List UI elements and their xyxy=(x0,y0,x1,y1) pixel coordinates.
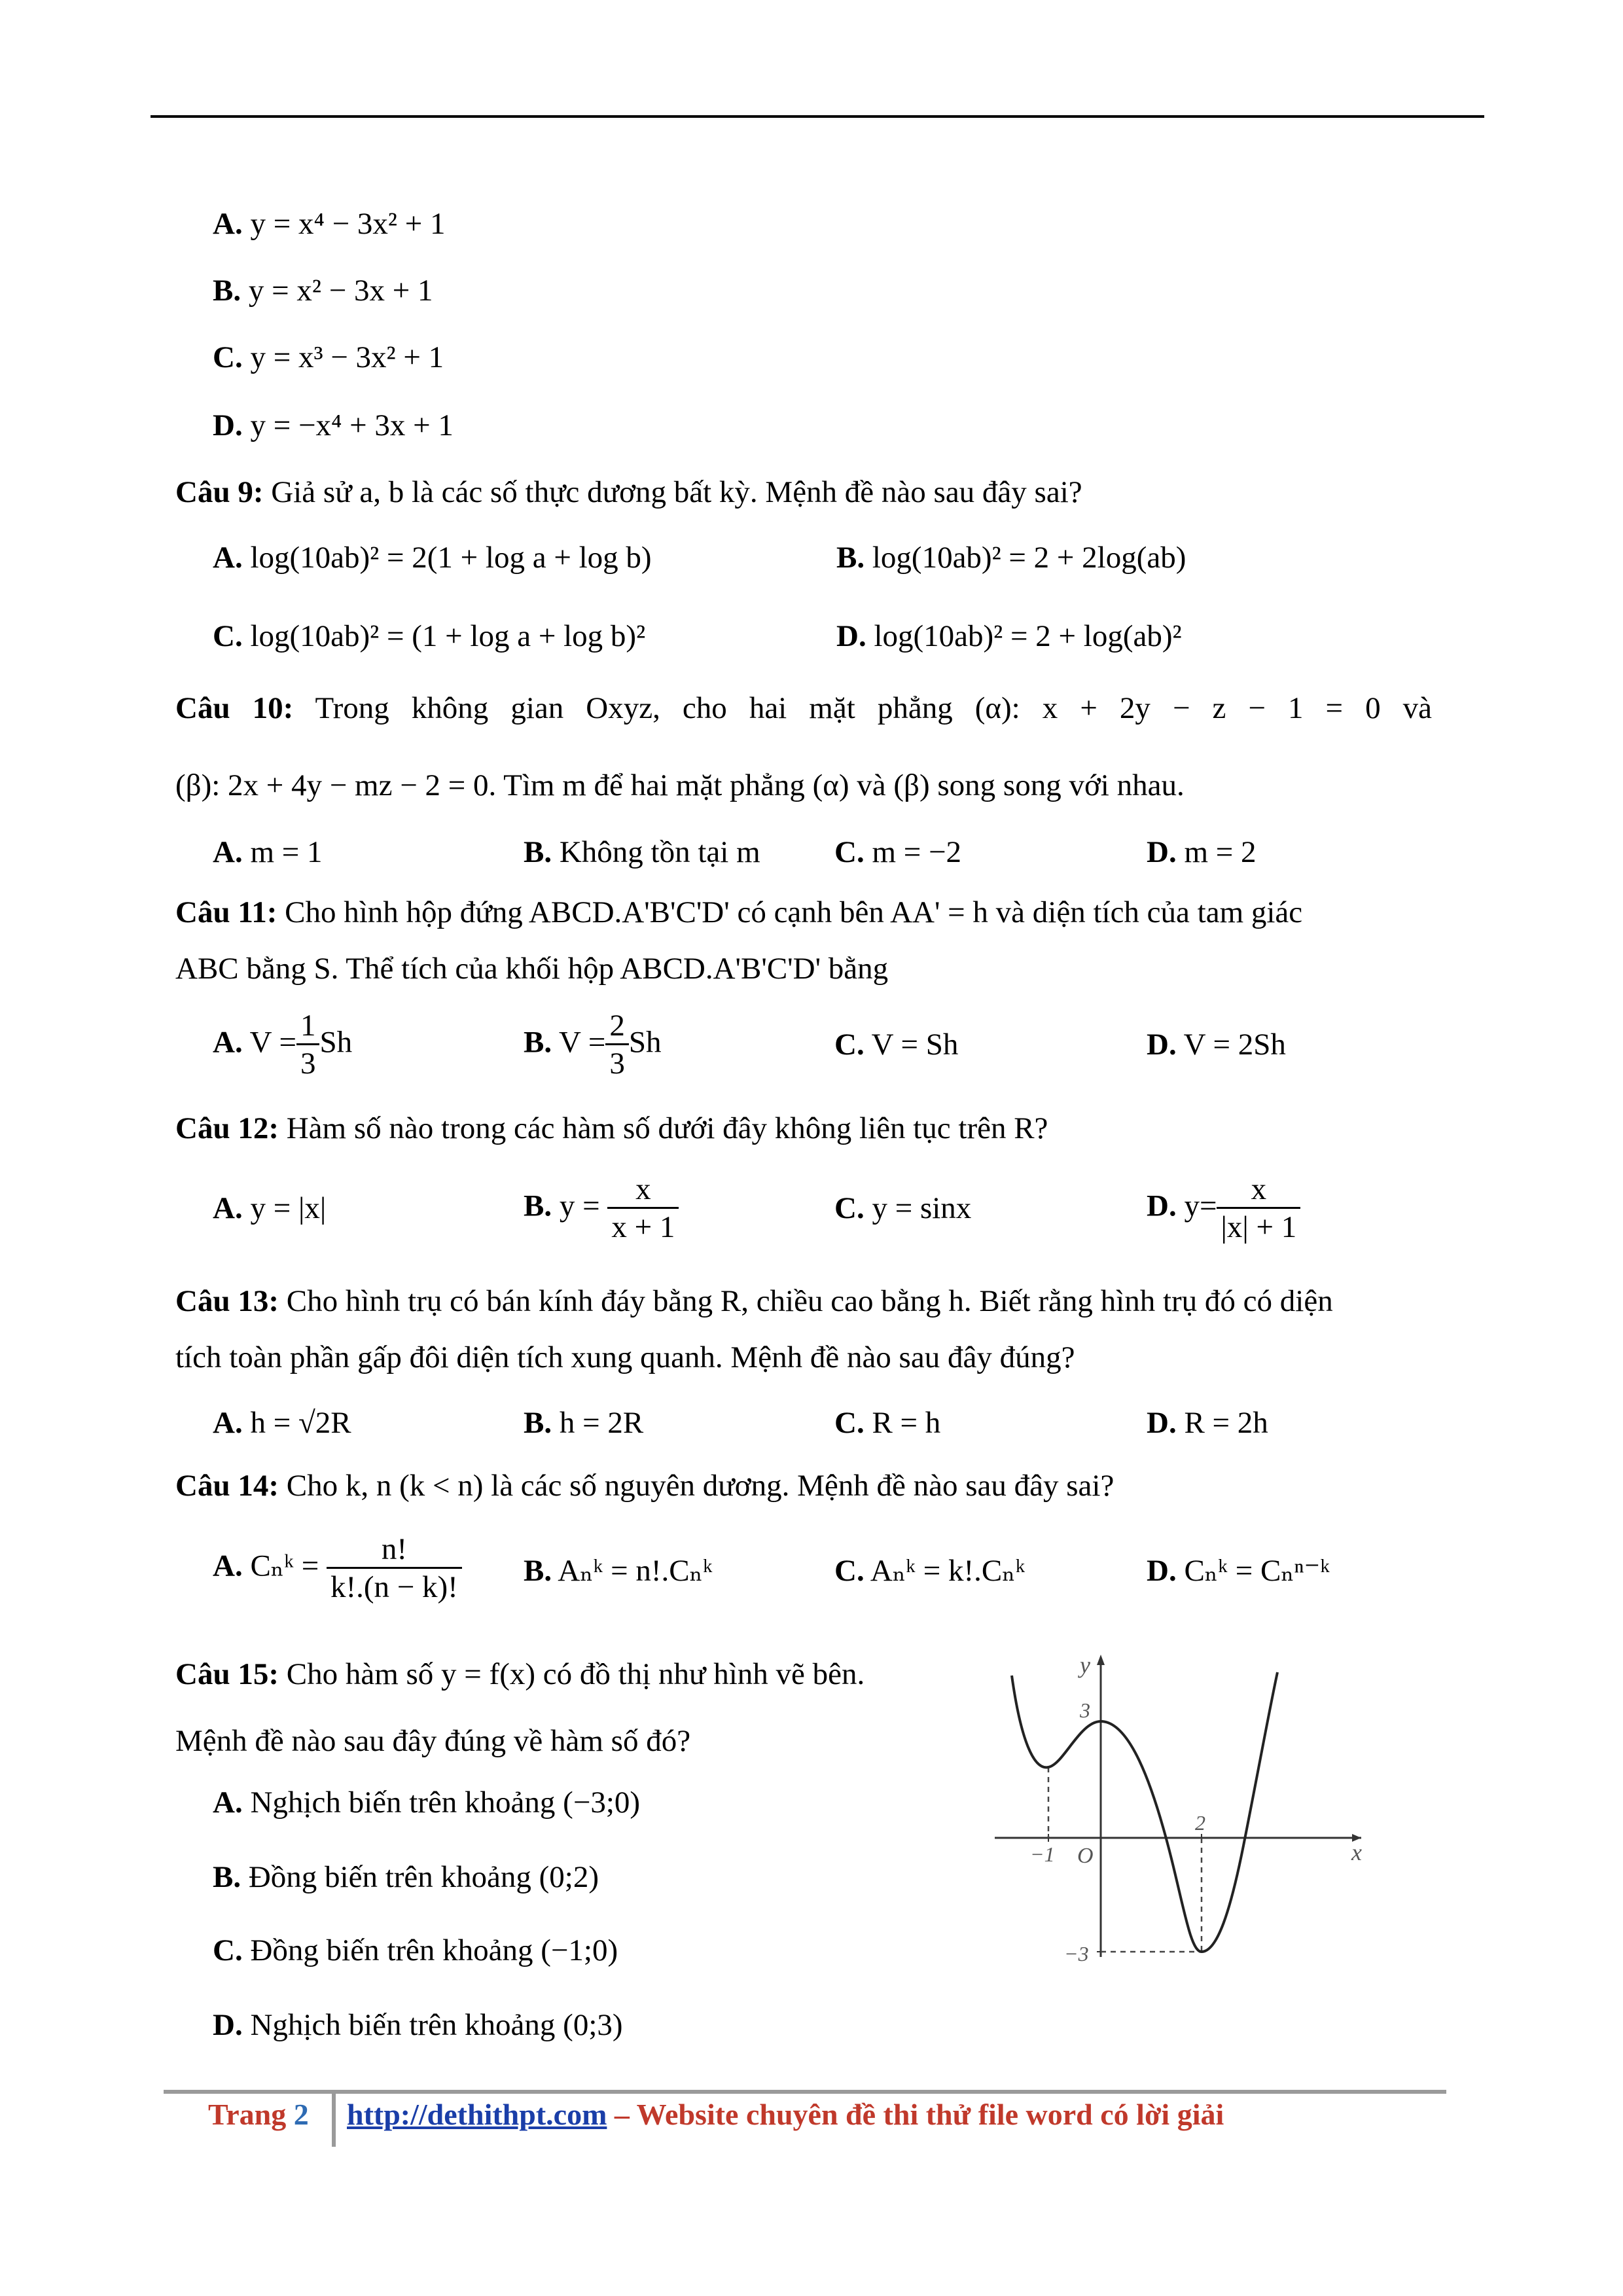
q9-option-b: B. log(10ab)² = 2 + 2log(ab) xyxy=(836,541,1186,575)
x-left-label: −1 xyxy=(1030,1842,1055,1866)
q9-option-a: A. log(10ab)² = 2(1 + log a + log b) xyxy=(213,541,652,575)
q13-option-b: B. h = 2R xyxy=(524,1406,644,1440)
q10-stem-line2: (β): 2x + 4y − mz − 2 = 0. Tìm m để hai mặt phẳng (α) và (β) song song với nhau. xyxy=(175,768,1185,802)
q14-option-b: B. Aₙᵏ = n!.Cₙᵏ xyxy=(524,1554,713,1588)
q12-option-c: C. y = sinx xyxy=(834,1191,972,1225)
q13-option-a: A. h = √2R xyxy=(213,1406,351,1440)
q12-option-d: D. y= $\frac{x}{|x| + 1}$ xyxy=(1147,1172,1300,1246)
top-rule xyxy=(151,115,1484,118)
q15-option-a: A. Nghịch biến trên khoảng (−3;0) xyxy=(213,1785,641,1820)
y-axis-arrow-icon xyxy=(1097,1655,1105,1665)
fraction: $\frac{x}{x + 1}$ xyxy=(607,1172,679,1246)
q10-option-b: B. Không tồn tại m xyxy=(524,835,760,869)
footer-link[interactable]: http://dethithpt.com xyxy=(347,2098,607,2131)
q14-option-c: C. Aₙᵏ = k!.Cₙᵏ xyxy=(834,1554,1026,1588)
q8-option-c: C. y = x³ − 3x² + 1 xyxy=(213,340,444,374)
q10-stem-line1: Câu 10: Trong không gian Oxyz, cho hai mặt phẳng (α): x + 2y − z − 1 = 0 và xyxy=(175,691,1433,725)
q14-option-d: D. Cₙᵏ = Cₙⁿ⁻ᵏ xyxy=(1147,1554,1330,1588)
q14-option-a: A. Cₙᵏ = $\frac{n!}{k!.(n - k)!}$ xyxy=(213,1532,462,1605)
q12-option-b: B. y = $\frac{x}{x + 1}$ xyxy=(524,1172,679,1246)
q15-function-graph xyxy=(982,1649,1374,1970)
q11-stem-line2: ABC bằng S. Thể tích của khối hộp ABCD.A'B'C'D' bằng xyxy=(175,952,889,986)
footer-website: http://dethithpt.com – Website chuyên đề thi thử file word có lời giải xyxy=(347,2098,1224,2131)
footer-divider xyxy=(332,2092,336,2147)
x-right-label: 2 xyxy=(1195,1811,1205,1835)
q11-option-d: D. V = 2Sh xyxy=(1147,1028,1286,1062)
q15-option-c: C. Đồng biến trên khoảng (−1;0) xyxy=(213,1933,618,1967)
q8-option-d: D. y = −x⁴ + 3x + 1 xyxy=(213,408,454,442)
function-curve xyxy=(1012,1672,1277,1952)
origin-label: O xyxy=(1077,1844,1094,1868)
q15-stem-line1: Câu 15: Cho hàm số y = f(x) có đồ thị như hình vẽ bên. xyxy=(175,1657,865,1691)
fraction: $\frac{x}{|x| + 1}$ xyxy=(1217,1172,1300,1246)
q11-option-a: A. V = $\frac{1}{3}$ Sh xyxy=(213,1009,353,1081)
q9-option-c: C. log(10ab)² = (1 + log a + log b)² xyxy=(213,619,646,653)
q10-option-c: C. m = −2 xyxy=(834,835,962,869)
q11-option-b: B. V = $\frac{2}{3}$ Sh xyxy=(524,1009,662,1081)
q8-option-a: A. y = x⁴ − 3x² + 1 xyxy=(213,207,446,241)
q13-option-d: D. R = 2h xyxy=(1147,1406,1268,1440)
fraction: $\frac{n!}{k!.(n - k)!}$ xyxy=(327,1532,462,1605)
q13-stem-line1: Câu 13: Cho hình trụ có bán kính đáy bằng R, chiều cao bằng h. Biết rằng hình trụ đó có diện xyxy=(175,1284,1333,1318)
q12-option-a: A. y = |x| xyxy=(213,1191,327,1225)
q11-stem-line1: Câu 11: Cho hình hộp đứng ABCD.A'B'C'D' có cạnh bên AA' = h và diện tích của tam giác xyxy=(175,895,1303,929)
q13-option-c: C. R = h xyxy=(834,1406,941,1440)
y-max-label: 3 xyxy=(1080,1698,1090,1722)
q11-option-c: C. V = Sh xyxy=(834,1028,959,1062)
q15-option-d: D. Nghịch biến trên khoảng (0;3) xyxy=(213,2008,623,2042)
q9-stem: Câu 9: Giả sử a, b là các số thực dương bất kỳ. Mệnh đề nào sau đây sai? xyxy=(175,475,1082,509)
q12-stem: Câu 12: Hàm số nào trong các hàm số dưới đây không liên tục trên R? xyxy=(175,1111,1048,1145)
q10-option-d: D. m = 2 xyxy=(1147,835,1257,869)
q9-option-d: D. log(10ab)² = 2 + log(ab)² xyxy=(836,619,1182,653)
q8-option-b: B. y = x² − 3x + 1 xyxy=(213,274,433,308)
footer-page-number: Trang 2 xyxy=(208,2098,309,2131)
q13-stem-line2: tích toàn phần gấp đôi diện tích xung quanh. Mệnh đề nào sau đây đúng? xyxy=(175,1340,1075,1374)
q10-option-a: A. m = 1 xyxy=(213,835,323,869)
q14-stem: Câu 14: Cho k, n (k < n) là các số nguyên dương. Mệnh đề nào sau đây sai? xyxy=(175,1469,1115,1503)
x-axis-label: x xyxy=(1351,1839,1362,1865)
q15-option-b: B. Đồng biến trên khoảng (0;2) xyxy=(213,1860,599,1894)
q15-stem-line2: Mệnh đề nào sau đây đúng về hàm số đó? xyxy=(175,1724,691,1758)
footer-rule xyxy=(164,2090,1446,2094)
fraction: $\frac{1}{3}$ xyxy=(296,1008,320,1082)
y-min-label: −3 xyxy=(1064,1942,1089,1965)
y-axis-label: y xyxy=(1080,1652,1090,1678)
fraction: $\frac{2}{3}$ xyxy=(605,1008,629,1082)
